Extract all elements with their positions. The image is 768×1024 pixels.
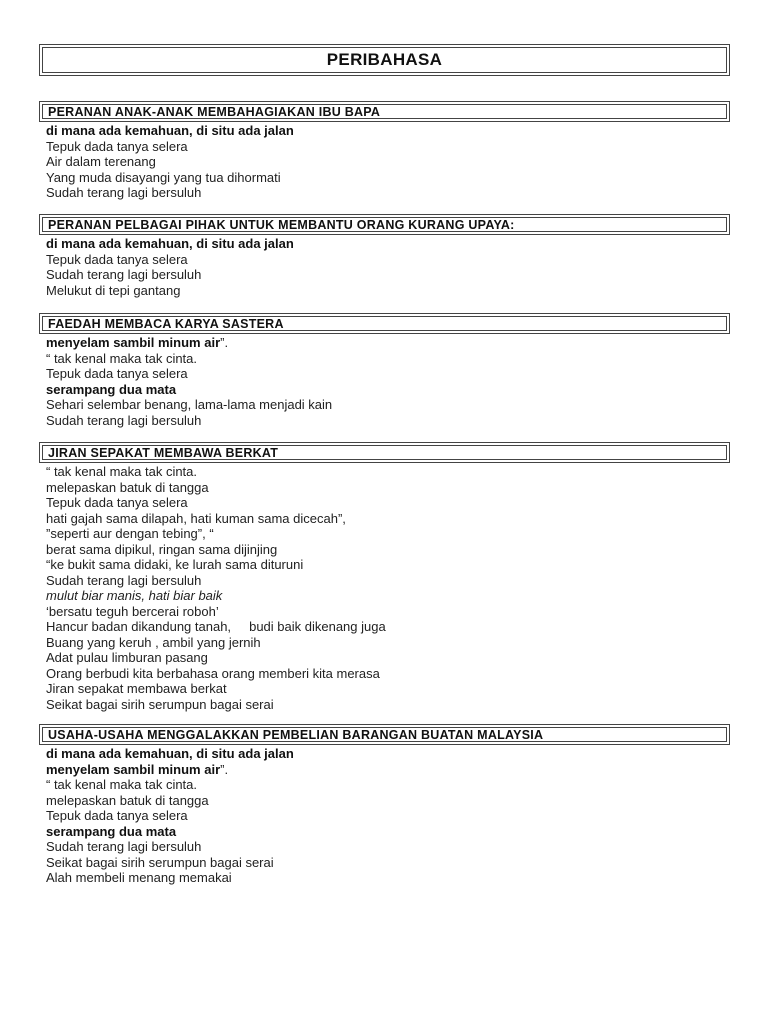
proverb-suffix: ”. (220, 761, 229, 777)
section-heading-box (39, 214, 730, 235)
proverb-line (46, 511, 730, 527)
proverb-line (46, 604, 730, 620)
proverb-line (46, 185, 730, 201)
proverb-text: Adat pulau limburan pasang (46, 650, 208, 665)
proverb-text: Air dalam terenang (46, 154, 156, 169)
section-3 (39, 313, 730, 428)
proverb-text: ‘bersatu teguh bercerai roboh’ (46, 603, 219, 619)
proverb-text: Jiran sepakat membawa berkat (46, 681, 227, 696)
proverb-text: ”seperti aur dengan tebing”, “ (46, 526, 214, 541)
proverb-line (46, 351, 730, 367)
section-5 (39, 724, 730, 886)
proverb-line (46, 777, 730, 793)
proverb-line (46, 397, 730, 413)
proverb-text: “ tak kenal maka tak cinta. (46, 777, 198, 792)
proverb-text: di mana ada kemahuan, di situ ada jalan (46, 123, 294, 138)
section-heading-box (39, 313, 730, 334)
proverb-text: Sudah terang lagi bersuluh (46, 412, 202, 428)
proverb-text: Sudah terang lagi bersuluh (46, 839, 202, 854)
proverb-line (46, 588, 730, 604)
section-heading-box (39, 101, 730, 122)
proverb-text: Seikat bagai sirih serumpun bagai serai (46, 854, 274, 870)
document-title-box (39, 44, 730, 76)
proverb-text: Sehari selembar benang, lama-lama menjadi kain (46, 397, 333, 412)
proverb-text: mulut biar manis, hati biar baik (46, 588, 223, 603)
proverb-suffix: ”. (220, 335, 229, 350)
section-heading: FAEDAH MEMBACA KARYA SASTERA (48, 316, 284, 331)
proverb-line (46, 808, 730, 824)
proverb-line (46, 870, 730, 886)
section-heading-inner-border (42, 316, 727, 331)
proverb-list (39, 745, 730, 886)
proverb-text: Tepuk dada tanya selera (46, 495, 188, 510)
proverb-text: serampang dua mata (46, 823, 177, 839)
proverb-line (46, 824, 730, 840)
proverb-line (46, 267, 730, 283)
proverb-line (46, 480, 730, 496)
proverb-line (46, 855, 730, 871)
proverb-text: menyelam sambil minum air (46, 761, 221, 777)
proverb-line (46, 154, 730, 170)
proverb-line (46, 495, 730, 511)
proverb-line (46, 793, 730, 809)
section-heading-inner-border (42, 104, 727, 119)
proverb-text: Sudah terang lagi bersuluh (46, 267, 202, 282)
proverb-list (39, 235, 730, 298)
section-heading: PERANAN PELBAGAI PIHAK UNTUK MEMBANTU ORANG KURANG UPAYA: (48, 217, 515, 232)
proverb-text: Tepuk dada tanya selera (46, 808, 188, 823)
proverb-line (46, 464, 730, 480)
proverb-line (46, 283, 730, 299)
proverb-line (46, 170, 730, 186)
section-heading: PERANAN ANAK-ANAK MEMBAHAGIAKAN IBU BAPA (48, 104, 381, 119)
section-heading: USAHA-USAHA MENGGALAKKAN PEMBELIAN BARANGAN BUATAN MALAYSIA (48, 727, 544, 742)
proverb-text: “ke bukit sama didaki, ke lurah sama dituruni (46, 557, 304, 572)
proverb-text: Yang muda disayangi yang tua dihormati (46, 169, 281, 185)
proverb-list (39, 334, 730, 428)
proverb-text: Alah membeli menang memakai (46, 870, 232, 885)
proverb-text: melepaskan batuk di tangga (46, 479, 209, 495)
document-title: PERIBAHASA (326, 50, 443, 69)
section-heading-inner-border (42, 445, 727, 460)
section-heading-inner-border (42, 217, 727, 232)
proverb-line (46, 839, 730, 855)
proverb-line (46, 413, 730, 429)
proverb-list (39, 122, 730, 201)
proverb-line (46, 650, 730, 666)
proverb-text: “ tak kenal maka tak cinta. (46, 464, 198, 479)
proverb-text: “ tak kenal maka tak cinta. (46, 350, 198, 366)
proverb-text: Tepuk dada tanya selera (46, 366, 188, 381)
section-4 (39, 442, 730, 712)
proverb-line (46, 666, 730, 682)
proverb-line (46, 335, 730, 351)
proverb-text: Hancur badan dikandung tanah, budi baik dikenang juga (46, 619, 386, 634)
proverb-line (46, 123, 730, 139)
proverb-line (46, 681, 730, 697)
proverb-text: Buang yang keruh , ambil yang jernih (46, 634, 261, 650)
proverb-line (46, 557, 730, 573)
proverb-text: di mana ada kemahuan, di situ ada jalan (46, 746, 294, 761)
proverb-text: Sudah terang lagi bersuluh (46, 572, 202, 588)
section-1 (39, 101, 730, 201)
section-heading-box (39, 442, 730, 463)
section-heading-box (39, 724, 730, 745)
proverb-text: Tepuk dada tanya selera (46, 138, 188, 154)
proverb-text: serampang dua mata (46, 381, 177, 397)
proverb-line (46, 252, 730, 268)
proverb-text: Sudah terang lagi bersuluh (46, 185, 202, 200)
proverb-list (39, 463, 730, 712)
proverb-text: Melukut di tepi gantang (46, 282, 181, 298)
document-title-inner-border (42, 47, 727, 73)
proverb-line (46, 762, 730, 778)
proverb-text: hati gajah sama dilapah, hati kuman sama dicecah”, (46, 510, 346, 526)
section-2 (39, 214, 730, 298)
proverb-text: di mana ada kemahuan, di situ ada jalan (46, 236, 294, 251)
proverb-text: menyelam sambil minum air (46, 335, 221, 350)
proverb-line (46, 366, 730, 382)
proverb-line (46, 746, 730, 762)
proverb-text: Orang berbudi kita berbahasa orang memberi kita merasa (46, 665, 380, 681)
proverb-line (46, 635, 730, 651)
proverb-line (46, 697, 730, 713)
proverb-line (46, 139, 730, 155)
proverb-line (46, 573, 730, 589)
proverb-text: melepaskan batuk di tangga (46, 792, 209, 808)
proverb-text: berat sama dipikul, ringan sama dijinjing (46, 541, 278, 557)
section-heading: JIRAN SEPAKAT MEMBAWA BERKAT (48, 445, 279, 460)
proverb-line (46, 542, 730, 558)
proverb-line (46, 382, 730, 398)
proverb-line (46, 236, 730, 252)
section-heading-inner-border (42, 727, 727, 742)
proverb-line (46, 526, 730, 542)
proverb-line (46, 619, 730, 635)
proverb-text: Tepuk dada tanya selera (46, 251, 188, 267)
proverb-text: Seikat bagai sirih serumpun bagai serai (46, 696, 274, 712)
